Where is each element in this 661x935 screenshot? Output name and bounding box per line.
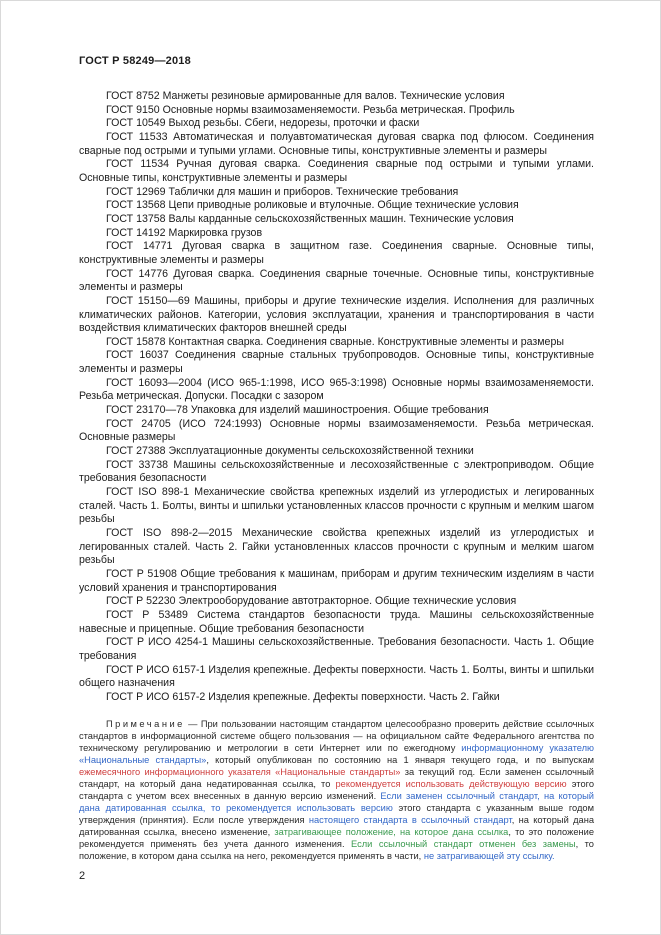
note-segment: этого стандарта с указанным выше годом утверждения (принятия). Если после утверждения [79,802,594,825]
note-segment: рекомендуется использовать действующую версию [335,778,567,789]
standard-entry: ГОСТ Р ИСО 6157-1 Изделия крепежные. Дефекты поверхности. Часть 1. Болты, винты и шпильки общего назначения [79,663,594,690]
note-segment: затрагивающее положение, на которое дана ссылка [274,826,509,837]
note-segment: ежемесячного информационного указателя «Национальные стандарты» [79,766,401,777]
standard-entry: ГОСТ 16093—2004 (ИСО 965-1:1998, ИСО 965-3:1998) Основные нормы взаимозаменяемости. Резьба метрическая. Допуски. Посадки с зазором [79,376,594,403]
standard-entry: ГОСТ 27388 Эксплуатационные документы сельскохозяйственной техники [106,445,474,458]
doc-code: ГОСТ Р 58249—2018 [79,55,191,67]
note-paragraph [79,718,594,862]
note-segment: информационному указателю «Национальные стандарты» [79,742,594,765]
standard-entry: ГОСТ 14771 Дуговая сварка в защитном газе. Соединения сварные. Основные типы, конструктивные элементы и размеры [79,240,594,266]
standard-entry: ГОСТ 14192 Маркировка грузов [106,226,263,239]
standard-entry: ГОСТ 10549 Выход резьбы. Сбеги, недорезы, проточки и фаски [106,117,420,130]
standard-entry: ГОСТ 33738 Машины сельскохозяйственные и лесохозяйственные с электроприводом. Общие требования безопасности [79,458,594,485]
note-segment: Если заменен ссылочный стандарт, на который дана датированная ссылка, то рекомендуется использовать версию [79,790,594,813]
page-number: 2 [79,870,86,882]
note-segment: не затрагивающей эту ссылку. [423,850,555,861]
note-segment: настоящего стандарта в ссылочный стандарт [308,814,512,825]
standard-entry: ГОСТ 13758 Валы карданные сельскохозяйственных машин. Технические условия [106,212,514,225]
note-segment: Если ссылочный стандарт отменен без замены [351,838,576,849]
standard-entry: ГОСТ 13568 Цепи приводные роликовые и втулочные. Общие технические условия [106,199,519,212]
standard-entry: ГОСТ 16037 Соединения сварные стальных трубопроводов. Основные типы, конструктивные элементы и размеры [79,349,594,376]
note-segment: , то это положение рекомендуется применять без учета данного изменения. [79,826,594,849]
note-segment: за текущий год. Если заменен ссылочный стандарт, на который дана недатированная ссылка, то [79,766,594,789]
standard-entry: ГОСТ 8752 Манжеты резиновые армированные для валов. Технические условия [106,90,505,102]
standard-entry: ГОСТ Р ИСО 4254-1 Машины сельскохозяйственные. Требования безопасности. Часть 1. Общие требования [79,636,594,662]
standard-entry: ГОСТ ISO 898-2—2015 Механические свойства крепежных изделий из углеродистых и легированных сталей. Часть 2. Гайки установленных классов прочности с крупным и мелким шагом резьбы [79,527,594,567]
standard-entry: ГОСТ Р ИСО 6157-2 Изделия крепежные. Дефекты поверхности. Часть 2. Гайки [106,690,500,703]
note-label: Примечание [106,718,185,729]
standards-list [79,90,594,705]
standard-entry: ГОСТ Р 52230 Электрооборудование автотракторное. Общие технические условия [106,595,517,608]
standard-entry: ГОСТ 11534 Ручная дуговая сварка. Соединения сварные под острыми и тупыми углами. Основные типы, конструктивные элементы и размеры [79,158,594,184]
standard-entry: ГОСТ 11533 Автоматическая и полуавтоматическая дуговая сварка под флюсом. Соединения сварные под острыми и тупыми углами. Основные типы, конструктивные элементы и размеры [79,130,594,157]
standard-entry: ГОСТ 14776 Дуговая сварка. Соединения сварные точечные. Основные типы, конструктивные элементы и размеры [79,267,594,294]
note-segment: , который опубликован по состоянию на 1 января текущего года, и по выпускам [206,754,594,765]
standard-entry: ГОСТ 15878 Контактная сварка. Соединения сварные. Конструктивные элементы и размеры [106,335,564,348]
standard-entry: ГОСТ 15150—69 Машины, приборы и другие технические изделия. Исполнения для различных климатических районов. Категории, условия эксплуатации, хранения и транспортирования в части воздействия климатических факторов внешней среды [79,294,594,335]
standard-entry: ГОСТ 12969 Таблички для машин и приборов. Технические требования [106,185,459,198]
note-segment: — При пользовании настоящим стандартом целесообразно проверить действие ссылочных стандартов в информационной системе общего пользования — на официальном сайте Федерального агентства по техническому регулированию и метрологии в сети Интернет или по ежегодному [79,718,594,753]
standard-entry: ГОСТ 23170—78 Упаковка для изделий машиностроения. Общие требования [106,404,489,417]
standard-entry: ГОСТ ISO 898-1 Механические свойства крепежных изделий из углеродистых и легированных сталей. Часть 1. Болты, винты и шпильки установленных классов прочности с крупным и мелким шагом резьбы [79,486,594,526]
standard-entry: ГОСТ 9150 Основные нормы взаимозаменяемости. Резьба метрическая. Профиль [106,103,515,116]
note-segment: , то положение, в котором дана ссылка на него, рекомендуется применять в части, [79,838,594,861]
note-segment: , на который дана датированная ссылка, внесено изменение, [79,814,594,837]
note-segment: этого стандарта с учетом всех внесенных в данную версию изменений. [79,778,594,801]
standard-entry: ГОСТ Р 51908 Общие требования к машинам, приборам и другим техническим изделиям в части условий хранения и транспортирования [79,567,594,594]
standard-entry: ГОСТ 24705 (ИСО 724:1993) Основные нормы взаимозаменяемости. Резьба метрическая. Основные размеры [79,417,594,444]
standard-entry: ГОСТ Р 53489 Система стандартов безопасности труда. Машины сельскохозяйственные навесные и прицепные. Общие требования безопасности [79,608,594,635]
